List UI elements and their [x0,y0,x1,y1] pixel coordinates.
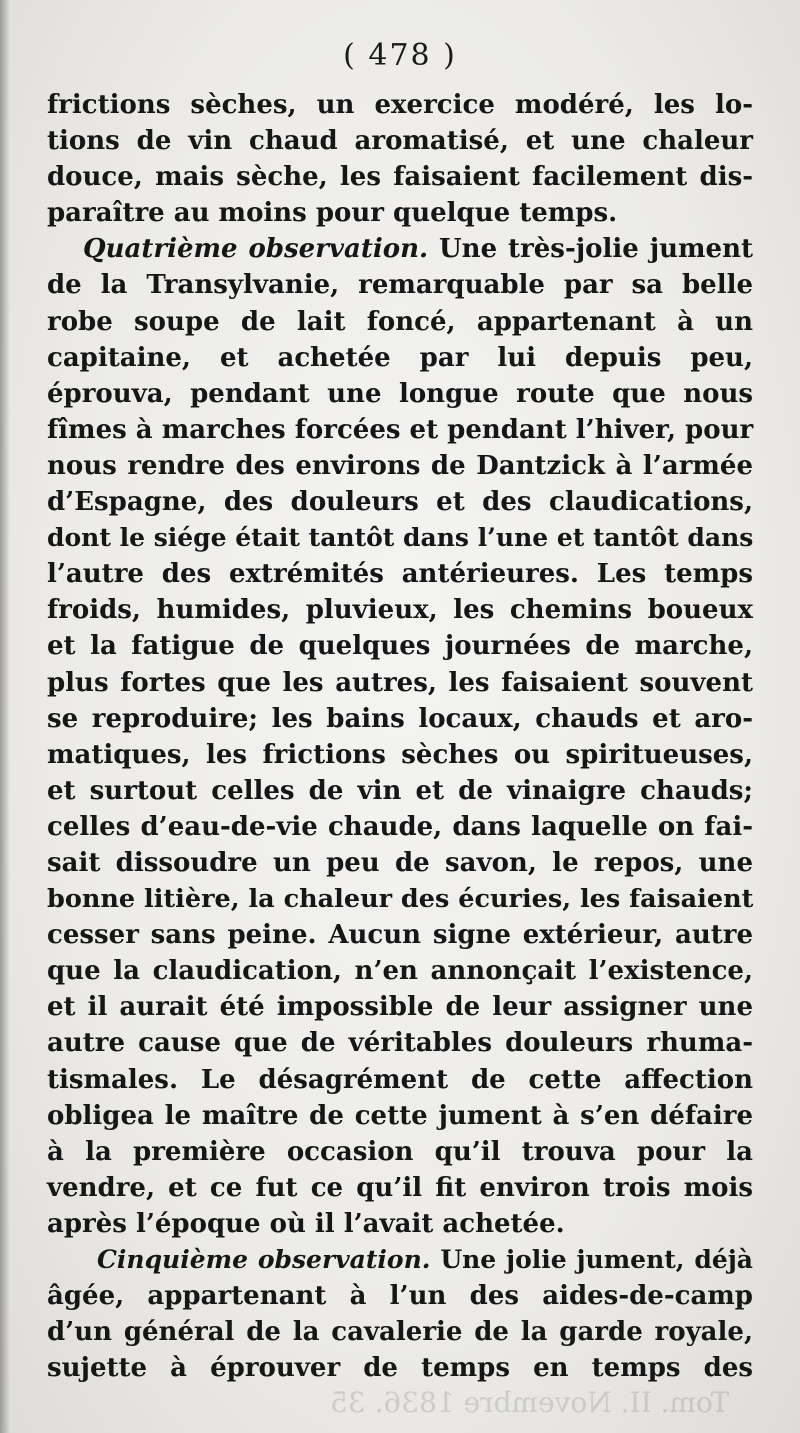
observation-heading-line [47,1242,753,1278]
text-line: et il aurait été impossible de leur assigner une [47,992,753,1023]
body-text [47,87,753,1386]
text-line: et la fatigue de quelques journées de marche, [47,631,753,662]
text-line: âgée, appartenant à l’un des aides-de-camp [47,1281,753,1312]
observation-heading: Quatrième observation. [83,234,429,265]
text-line: d’Espagne, des douleurs et des claudications, [47,487,753,518]
text-line: se reproduire; les bains locaux, chauds et aro- [47,703,753,734]
text-line: de la Transylvanie, remarquable par sa belle [47,270,753,301]
page-number: ( 478 ) [343,38,457,73]
text-line: sujette à éprouver de temps en temps des [47,1353,753,1384]
text-line: que la claudication, n’en annonçait l’existence, [47,956,753,987]
text-line: d’un général de la cavalerie de la garde royale, [47,1317,753,1348]
text-line: paraître au moins pour quelque temps. [47,198,618,229]
text-line: éprouva, pendant une longue route que nous [47,378,753,409]
observation-heading: Cinquième observation. [97,1245,431,1274]
text-line: à la première occasion qu’il trouva pour la [47,1136,753,1167]
text-line: froids, humides, pluvieux, les chemins boueux [47,595,753,626]
text-line-fragment: Une très-jolie jument [439,234,753,265]
text-line: douce, mais sèche, les faisaient facilement dis- [47,162,753,193]
bleed-through-footer: Tom. II. Novembre 1836. 35 [330,1386,730,1419]
text-line: nous rendre des environs de Dantzick à l’armée [47,450,753,481]
text-line: matiques, les frictions sèches ou spiritueuses, [47,739,753,770]
text-line: frictions sèches, un exercice modéré, les lo- [47,90,753,120]
text-line: et surtout celles de vin et de vinaigre chauds; [47,775,753,806]
page-binding-shadow [0,0,10,1433]
text-line: vendre, et ce fut ce qu’il fit environ trois mois [47,1172,753,1203]
text-line: après l’époque où il l’avait achetée. [47,1208,565,1239]
text-line: celles d’eau-de-vie chaude, dans laquelle on fai- [47,811,753,842]
text-line: l’autre des extrémités antérieures. Les temps [47,559,753,590]
text-line: tismales. Le désagrément de cette affection [47,1064,753,1095]
text-line: cesser sans peine. Aucun signe extérieur, autre [47,920,753,951]
text-line: fîmes à marches forcées et pendant l’hiver, pour [47,414,754,445]
text-line: sait dissoudre un peu de savon, le repos, une [47,847,753,878]
observation-heading-line [47,231,753,267]
text-line: capitaine, et achetée par lui depuis peu, [47,342,753,373]
text-line: tions de vin chaud aromatisé, et une chaleur [47,126,753,157]
text-line: obligea le maître de cette jument à s’en défaire [47,1100,753,1131]
text-line-fragment: Une jolie jument, déjà [440,1245,753,1274]
text-line: robe soupe de lait foncé, appartenant à un [47,306,753,337]
text-line: plus fortes que les autres, les faisaient souvent [47,667,753,698]
text-line: bonne litière, la chaleur des écuries, les faisaient [47,884,754,915]
text-line: autre cause que de véritables douleurs rhuma- [47,1028,753,1059]
text-line: dont le siége était tantôt dans l’une et tantôt dans [47,523,754,553]
